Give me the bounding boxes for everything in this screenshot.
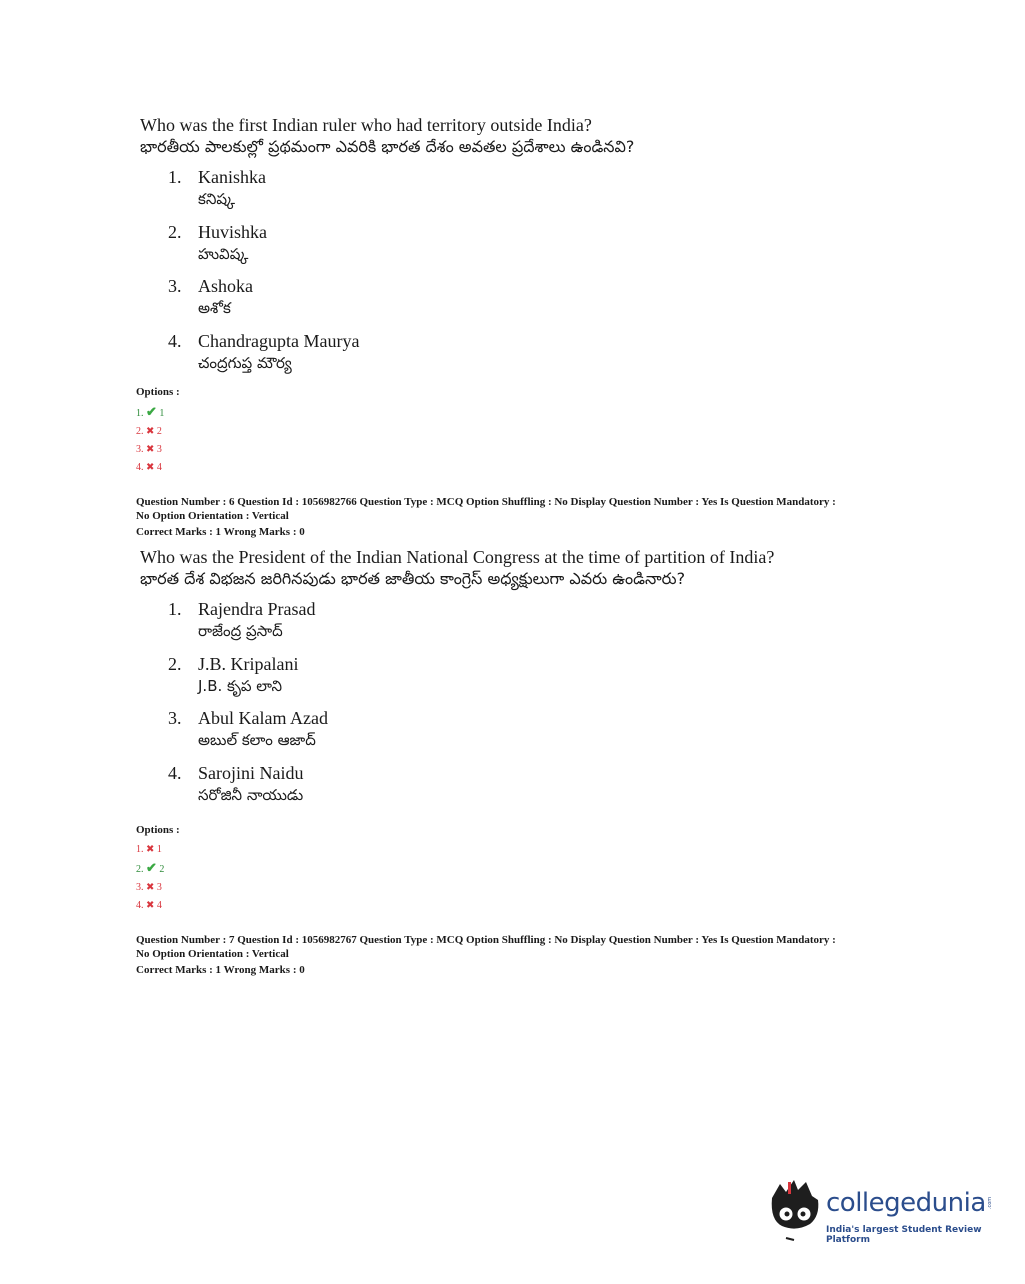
option-number: 4. [168,762,182,783]
option-text-en: Sarojini Naidu [198,762,304,783]
meta-line-2: No Option Orientation : Vertical [136,510,289,522]
check-icon: ✔ [146,404,157,419]
option-list [140,598,1000,816]
cross-icon: ✖ [146,444,155,455]
answer-prefix: 3. [136,882,144,893]
option-text-te: హువిష్క [198,244,249,263]
answer-prefix: 1. [136,408,144,419]
option-text-te: అబుల్ కలాం ఆజాద్ [198,731,316,749]
check-icon: ✔ [146,860,157,875]
answer-row [136,897,180,915]
option-item [168,166,1000,221]
option-number: 1. [168,599,182,619]
option-number: 2. [168,221,182,242]
collegedunia-logo [766,1176,996,1246]
answer-value: 2 [159,864,165,875]
answer-prefix: 4. [136,900,144,911]
answer-value: 1 [159,408,165,419]
cross-icon: ✖ [146,844,155,855]
answer-value: 3 [156,444,162,455]
option-text-te: సరోజినీ నాయుడు [198,785,304,804]
answer-prefix: 2. [136,426,144,437]
answer-value: 1 [156,844,162,855]
logo-tagline: India's largest Student Review Platform [826,1225,982,1245]
question-text-en: Who was the President of the Indian National Congress at the time of partition of India? [140,547,775,567]
answer-prefix: 3. [136,444,144,455]
option-text-en: Abul Kalam Azad [198,708,328,728]
mascot-icon [766,1176,824,1244]
answers-label: Options : [136,386,180,398]
question-text-en: Who was the first Indian ruler who had territory outside India? [140,115,592,135]
answer-value: 4 [156,462,162,473]
cross-icon: ✖ [146,426,155,437]
option-item [168,653,1000,708]
answer-row [136,423,180,441]
meta-line-2: No Option Orientation : Vertical [136,948,289,960]
option-item [168,707,1000,762]
logo-wordmark: collegedunia [826,1188,986,1218]
cross-icon: ✖ [146,882,155,893]
question-text-te: భారతీయ పాలకుల్లో ప్రథమంగా ఎవరికి భారత దేశం అవతల ప్రదేశాలు ఉండినవి? [140,137,635,156]
question-block-1 [140,114,1000,384]
option-number: 2. [168,653,182,674]
meta-line-1: Question Number : 7 Question Id : 1056982767 Question Type : MCQ Option Shuffling : No Display Question Number : Yes Is Question Mandatory : [136,934,836,946]
option-text-en: Huvishka [198,221,267,242]
question-meta-2 [136,933,916,977]
answer-row [136,879,180,897]
question-block-2 [140,546,1000,816]
answer-key-2 [136,823,180,915]
cross-icon: ✖ [146,900,155,911]
option-item [168,275,1000,330]
answer-value: 4 [156,900,162,911]
answer-row [136,403,180,423]
option-text-en: Ashoka [198,276,253,296]
option-text-en: Kanishka [198,167,266,187]
question-meta-1 [136,495,916,539]
option-list [140,166,1000,384]
answer-row [136,459,180,477]
marks-line: Correct Marks : 1 Wrong Marks : 0 [136,526,305,538]
answer-prefix: 4. [136,462,144,473]
option-text-te: అశోక [198,299,231,317]
cross-icon: ✖ [146,462,155,473]
option-text-te: రాజేంద్ర ప్రసాద్ [198,622,283,640]
answer-value: 2 [156,426,162,437]
option-item [168,330,1000,385]
option-text-te: J.B. కృప లాని [198,676,283,695]
question-text-te: భారత దేశ విభజన జరిగినపుడు భారత జాతీయ కాంగ్రెస్ అధ్యక్షులుగా ఎవరు ఉండినారు? [140,569,686,588]
option-text-te: కనిష్క [198,190,236,208]
marks-line: Correct Marks : 1 Wrong Marks : 0 [136,964,305,976]
answer-value: 3 [156,882,162,893]
answer-row [136,859,180,879]
option-number: 4. [168,330,182,351]
option-item [168,762,1000,817]
answer-key-1 [136,385,180,477]
option-number: 3. [168,708,182,728]
answer-row [136,441,180,459]
option-number: 3. [168,276,182,296]
meta-line-1: Question Number : 6 Question Id : 1056982766 Question Type : MCQ Option Shuffling : No Display Question Number : Yes Is Question Mandatory : [136,496,836,508]
answer-prefix: 2. [136,864,144,875]
logo-domain: .com [987,1196,994,1210]
answer-prefix: 1. [136,844,144,855]
answers-label: Options : [136,824,180,836]
option-text-en: Chandragupta Maurya [198,330,360,351]
option-text-te: చంద్రగుప్త మౌర్య [198,353,292,372]
answer-row [136,841,180,859]
option-text-en: Rajendra Prasad [198,599,316,619]
option-item [168,598,1000,653]
option-text-en: J.B. Kripalani [198,653,299,674]
option-number: 1. [168,167,182,187]
option-item [168,221,1000,276]
